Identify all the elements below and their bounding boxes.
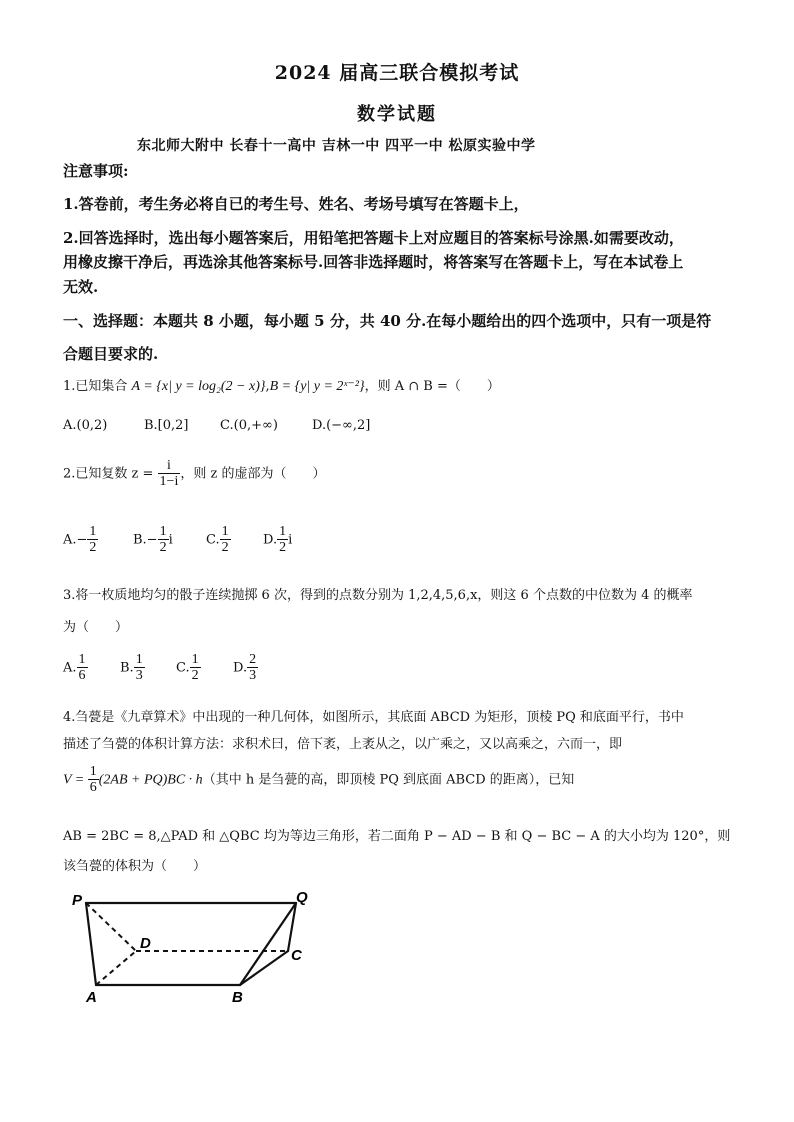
q3-d-den: 3 xyxy=(249,668,257,684)
q1-option-d: D.(−∞,2] xyxy=(312,418,371,433)
question-3-line2: 为（ ） xyxy=(63,620,129,635)
q3-a-den: 6 xyxy=(78,668,86,684)
question-3-line1: 3.将一枚质地均匀的骰子连续抛掷 6 次，得到的点数分别为 1,2,4,5,6,x，则这 6 个点数的中位数为 4 的概率 xyxy=(63,588,693,603)
schools-list: 东北师大附中 长春十一高中 吉林一中 四平一中 松原实验中学 xyxy=(137,138,536,154)
q1-option-c: C.(0,+∞) xyxy=(220,418,278,433)
q3-option-c xyxy=(176,652,201,684)
q2-fraction xyxy=(158,458,181,490)
label-a: A xyxy=(86,989,97,1006)
question-4-formula xyxy=(63,764,574,796)
q3-c-num: 1 xyxy=(191,652,199,667)
q2-option-c-label: C. xyxy=(206,532,220,548)
note-item-1: 1.答卷前，考生务必将自已的考生号、姓名、考场号填写在答题卡上， xyxy=(63,195,529,213)
q3-option-c-frac xyxy=(190,652,201,684)
q2-b-den: 2 xyxy=(159,540,167,556)
q2-option-a-label: A.− xyxy=(63,532,88,548)
q3-option-b xyxy=(120,652,145,684)
q1-prefix: 1.已知集合 xyxy=(63,379,132,394)
q3-option-a xyxy=(63,652,88,684)
q2-option-b-label: B.− xyxy=(133,532,158,548)
label-p: P xyxy=(72,892,83,909)
q2-option-d-label: D. xyxy=(263,532,278,548)
q2-option-d-frac xyxy=(277,524,288,556)
edge-bc xyxy=(240,951,288,985)
q3-option-b-frac xyxy=(134,652,145,684)
q3-a-num: 1 xyxy=(78,652,86,667)
q2-option-d xyxy=(263,524,292,556)
q4-formula-num: 1 xyxy=(89,764,97,779)
frustum-figure xyxy=(60,885,320,1010)
label-q: Q xyxy=(296,889,308,906)
q3-option-d xyxy=(233,652,258,684)
label-d: D xyxy=(140,935,151,952)
question-2 xyxy=(63,458,325,490)
q2-b-num: 1 xyxy=(159,524,167,539)
q2-c-num: 1 xyxy=(221,524,229,539)
q3-c-den: 2 xyxy=(191,668,199,684)
q2-d-den: 2 xyxy=(279,540,287,556)
q3-option-a-frac xyxy=(77,652,88,684)
section-heading: 一、选择题：本题共 8 小题，每小题 5 分，共 40 分.在每小题给出的四个选项中，只有一项是符 xyxy=(63,312,712,330)
label-c: C xyxy=(291,947,302,964)
q2-a-num: 1 xyxy=(89,524,97,539)
exam-subtitle: 数学试题 xyxy=(357,104,437,125)
q2-prefix: 2.已知复数 z = xyxy=(63,466,158,482)
edge-qb xyxy=(240,903,296,985)
exam-title: 2024 届高三联合模拟考试 xyxy=(274,62,520,84)
q2-option-c-frac xyxy=(220,524,231,556)
q1-suffix: ，则 A ∩ B =（ ） xyxy=(364,379,500,394)
q3-option-c-label: C. xyxy=(176,660,190,676)
q3-option-d-label: D. xyxy=(233,660,248,676)
q2-d-num: 1 xyxy=(279,524,287,539)
question-4-line1: 4.刍甍是《九章算术》中出现的一种几何体，如图所示，其底面 ABCD 为矩形，顶棱 PQ 和底面平行，书中 xyxy=(63,710,684,725)
q3-b-den: 3 xyxy=(135,668,143,684)
section-heading-cont: 合题目要求的. xyxy=(63,345,159,363)
question-4-line2: 描述了刍甍的体积计算方法：求积术曰，倍下袤，上袤从之，以广乘之，又以高乘之，六而一，即 xyxy=(63,737,623,752)
q2-numerator: i xyxy=(158,458,181,474)
q1-sep: , xyxy=(265,379,270,394)
q3-option-b-label: B. xyxy=(120,660,134,676)
q3-option-a-label: A. xyxy=(63,660,77,676)
q4-formula-lead: V = xyxy=(63,772,88,788)
edge-ad xyxy=(96,951,136,985)
q1-option-b: B.[0,2] xyxy=(144,418,189,433)
q4-formula-body: (2AB + PQ)BC · h xyxy=(98,772,203,788)
q2-option-b-frac xyxy=(158,524,169,556)
q3-b-num: 1 xyxy=(135,652,143,667)
edge-pa xyxy=(86,903,96,985)
q2-option-c xyxy=(206,524,231,556)
q2-d-tail: i xyxy=(288,532,293,548)
q4-formula-note: （其中 h 是刍甍的高，即顶棱 PQ 到底面 ABCD 的距离），已知 xyxy=(202,772,575,788)
label-b: B xyxy=(232,989,243,1006)
q2-option-b xyxy=(133,524,173,556)
q2-b-tail: i xyxy=(168,532,173,548)
q4-formula-frac xyxy=(88,764,99,796)
notes-heading: 注意事项: xyxy=(63,162,129,180)
q1-set-b: B = {y| y = 2ˣ⁻²} xyxy=(269,379,365,394)
q3-option-d-frac xyxy=(247,652,258,684)
q2-c-den: 2 xyxy=(221,540,229,556)
q2-denominator: 1−i xyxy=(159,474,179,490)
question-4-line5: 该刍甍的体积为（ ） xyxy=(63,859,207,874)
note-item-2-cont: 用橡皮擦干净后，再选涂其他答案标号.回答非选择题时，将答案写在答题卡上，写在本试卷上 xyxy=(63,253,684,271)
q4-formula-den: 6 xyxy=(89,780,97,796)
question-1 xyxy=(63,375,500,395)
q1-set-a: A = {x| y = log₂(2 − x)} xyxy=(131,379,266,394)
note-item-2-end: 无效. xyxy=(63,278,99,296)
note-item-2: 2.回答选择时，选出每小题答案后，用铅笔把答题卡上对应题目的答案标号涂黑.如需要改动， xyxy=(63,229,684,247)
q2-suffix: ，则 z 的虚部为（ ） xyxy=(180,466,326,482)
q2-a-den: 2 xyxy=(89,540,97,556)
q3-d-num: 2 xyxy=(249,652,257,667)
q2-option-a xyxy=(63,524,98,556)
question-4-line4: AB = 2BC = 8,△PAD 和 △QBC 均为等边三角形，若二面角 P − AD − B 和 Q − BC − A 的大小均为 120°，则 xyxy=(63,829,731,844)
q1-option-a: A.(0,2) xyxy=(63,418,108,433)
q2-option-a-frac xyxy=(87,524,98,556)
edge-pd xyxy=(86,903,136,951)
